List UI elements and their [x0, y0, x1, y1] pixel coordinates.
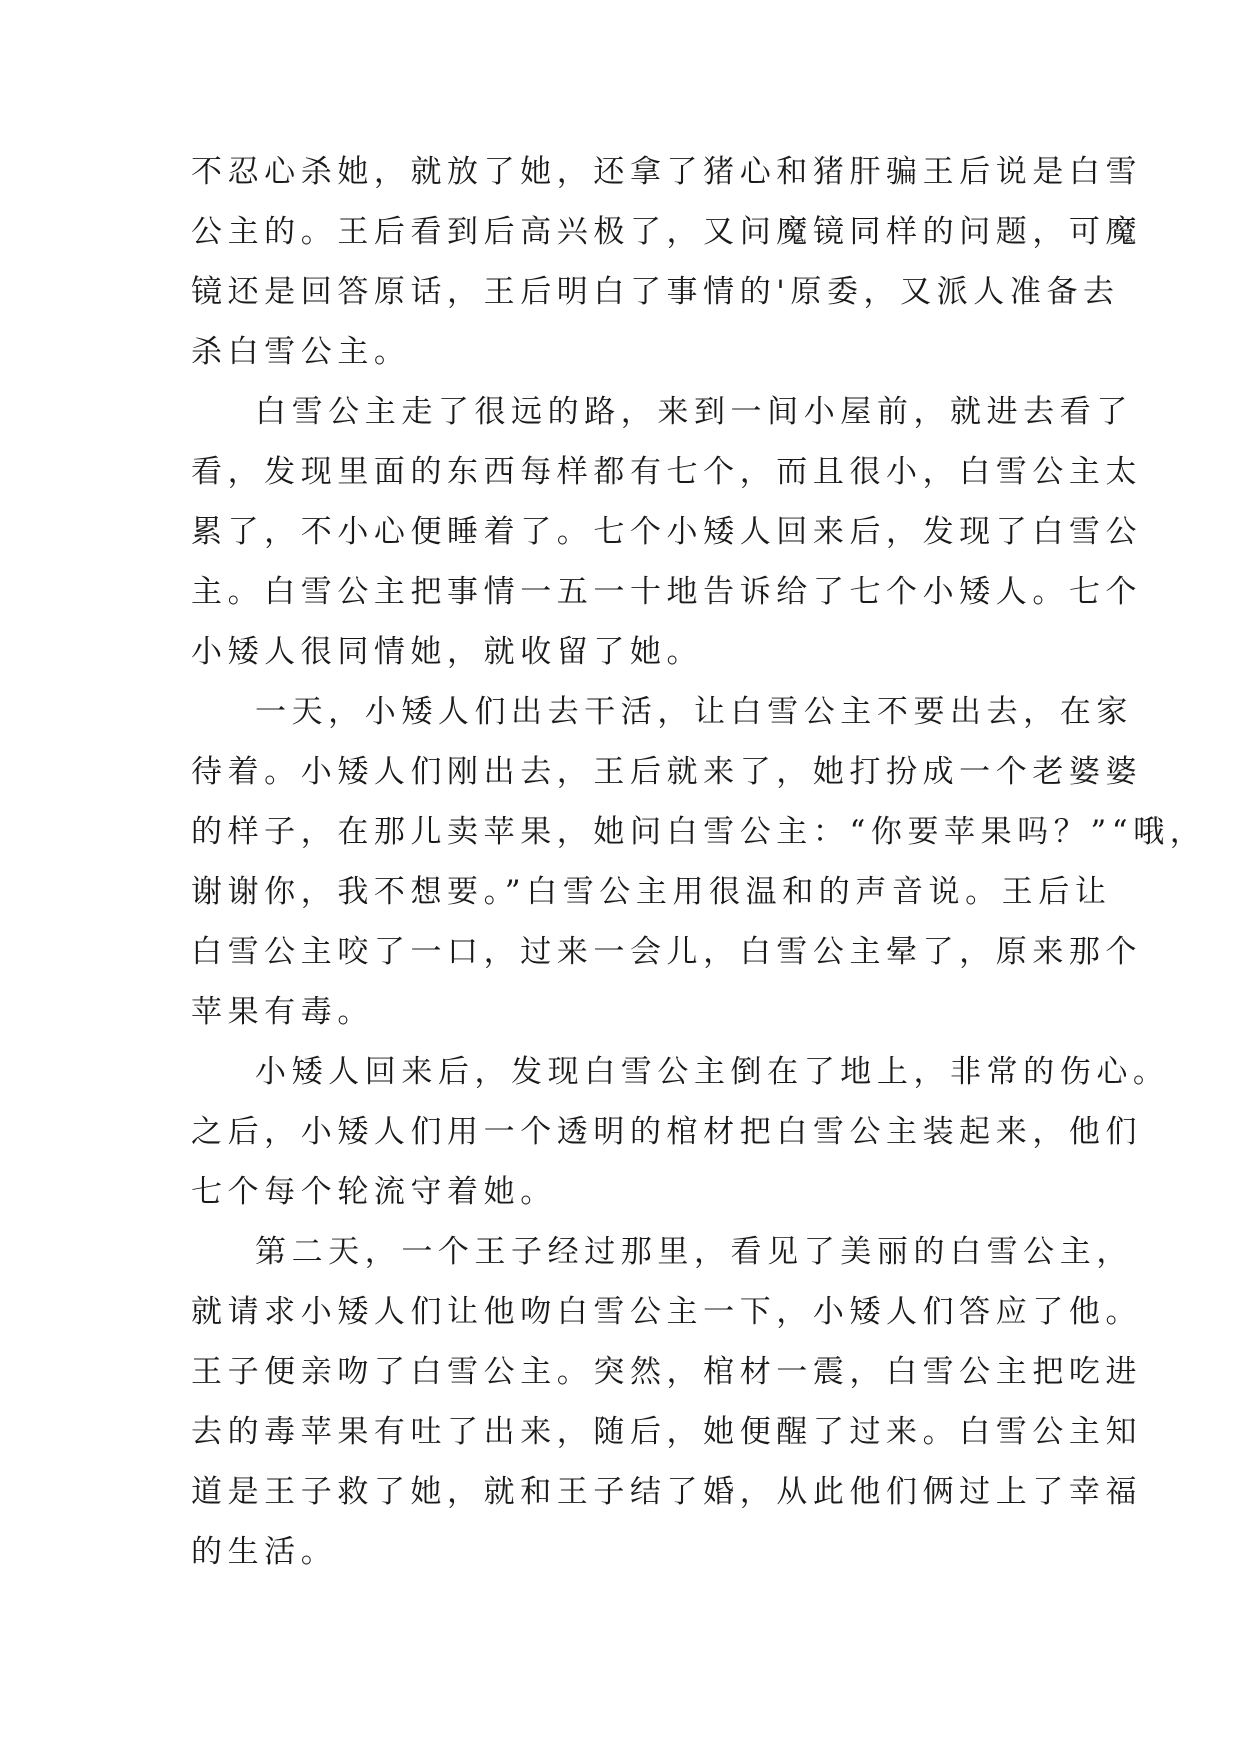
text-line: 主。白雪公主把事情一五一十地告诉给了七个小矮人。七个: [191, 574, 1143, 610]
text-line: 杀白雪公主。: [191, 334, 411, 370]
story-text: [191, 142, 1207, 1582]
text-line: 镜还是回答原话，王后明白了事情的'原委，又派人准备去: [191, 274, 1120, 310]
text-line: 七个每个轮流守着她。: [191, 1174, 557, 1210]
paragraph-first-line: 第二天，一个王子经过那里，看见了美丽的白雪公主，: [255, 1234, 1133, 1270]
text-line: 白雪公主咬了一口，过来一会儿，白雪公主晕了，原来那个: [191, 934, 1143, 970]
text-line: 去的毒苹果有吐了出来，随后，她便醒了过来。白雪公主知: [191, 1414, 1143, 1450]
paragraph-first-line: 一天，小矮人们出去干活，让白雪公主不要出去，在家: [255, 694, 1133, 730]
paragraph-first-line: 白雪公主走了很远的路，来到一间小屋前，就进去看了: [255, 394, 1133, 430]
text-line: 不忍心杀她，就放了她，还拿了猪心和猪肝骗王后说是白雪: [191, 154, 1143, 190]
text-line: 的生活。: [191, 1534, 338, 1570]
text-line: 谢谢你，我不想要。”白雪公主用很温和的声音说。王后让: [191, 874, 1112, 910]
text-line: 的样子，在那儿卖苹果，她问白雪公主：“你要苹果吗？”“哦，: [191, 814, 1207, 850]
text-line: 苹果有毒。: [191, 994, 374, 1030]
text-line: 之后，小矮人们用一个透明的棺材把白雪公主装起来，他们: [191, 1114, 1143, 1150]
text-line: 公主的。王后看到后高兴极了，又问魔镜同样的问题，可魔: [191, 214, 1143, 250]
paragraph-first-line: 小矮人回来后，发现白雪公主倒在了地上，非常的伤心。: [255, 1054, 1170, 1090]
text-line: 累了，不小心便睡着了。七个小矮人回来后，发现了白雪公: [191, 514, 1143, 550]
text-line: 道是王子救了她，就和王子结了婚，从此他们俩过上了幸福: [191, 1474, 1143, 1510]
text-line: 看，发现里面的东西每样都有七个，而且很小，白雪公主太: [191, 454, 1143, 490]
text-line: 王子便亲吻了白雪公主。突然，棺材一震，白雪公主把吃进: [191, 1354, 1143, 1390]
text-line: 就请求小矮人们让他吻白雪公主一下，小矮人们答应了他。: [191, 1294, 1143, 1330]
text-line: 待着。小矮人们刚出去，王后就来了，她打扮成一个老婆婆: [191, 754, 1143, 790]
text-line: 小矮人很同情她，就收留了她。: [191, 634, 704, 670]
